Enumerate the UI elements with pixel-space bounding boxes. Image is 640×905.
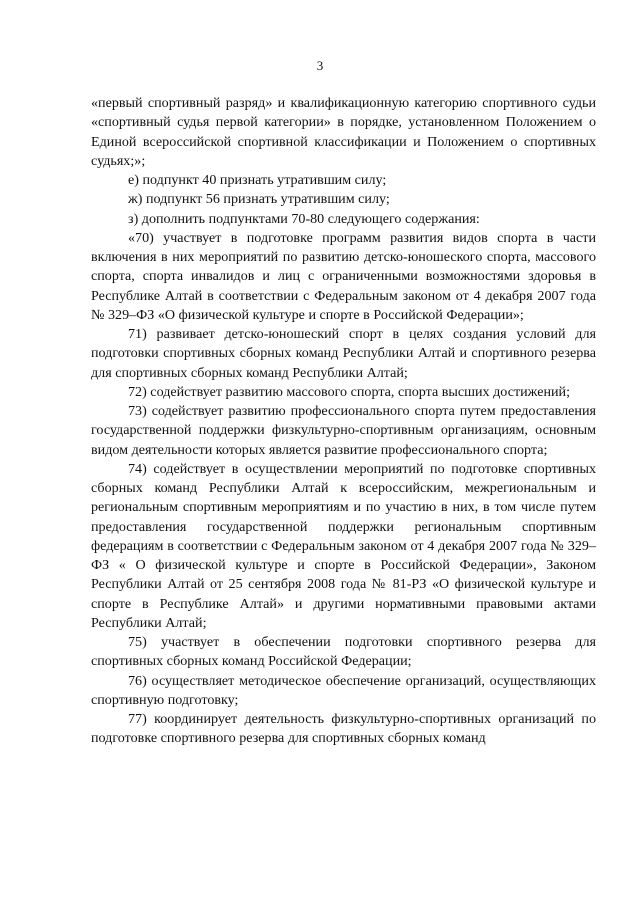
paragraph-item-75: 75) участвует в обеспечении подготовки спортивного резерва для спортивных сборных команд Российской Федерации; [91,634,596,670]
paragraph-item-70: «70) участвует в подготовке программ развития видов спорта в части включения в них мероприятий по развитию детско-юношеского спорта, массового спорта, спорта инвалидов и лиц с ограниченными возможностями здоровья в Республике Алтай в соответствии с Федеральным законом от 4 декабря 2007 года № 329–ФЗ «О физической культуре и спорте в Российской Федерации»; [91,229,596,323]
document-body [91,94,596,749]
paragraph-item-zh: ж) подпункт 56 признать утратившим силу; [128,191,390,208]
paragraph-item-72: 72) содействует развитию массового спорта, спорта высших достижений; [128,383,570,400]
paragraph-item-71: 71) развивает детско-юношеский спорт в целях создания условий для подготовки спортивных сборных команд Республики Алтай и спортивного резерва для спортивных сборных команд Республики Алтай; [91,326,596,381]
page-number: 3 [316,58,324,73]
paragraph-item-z: з) дополнить подпунктами 70-80 следующего содержания: [128,210,480,227]
paragraph-continuation: «первый спортивный разряд» и квалификационную категорию спортивного судьи «спортивный судья первой категории» в порядке, установленном Положением о Единой всероссийской спортивной классификации и Положением о спортивных судьях;»; [91,95,596,169]
paragraph-item-e: е) подпункт 40 признать утратившим силу; [128,172,387,188]
paragraph-item-73: 73) содействует развитию профессионального спорта путем предоставления государственной поддержки физкультурно-спортивным организациям, основным видом деятельности которых является развитие профессионального спорта; [91,403,596,458]
paragraph-item-76: 76) осуществляет методическое обеспечение организаций, осуществляющих спортивную подготовку; [91,672,596,708]
paragraph-item-77: 77) координирует деятельность физкультурно-спортивных организаций по подготовке спортивного резерва для спортивных сборных команд [91,711,596,747]
paragraph-item-74: 74) содействует в осуществлении мероприятий по подготовке спортивных сборных команд Республики Алтай к всероссийским, межрегиональным и региональным спортивным мероприятиям и по участию в них, в том числе путем предоставления государственной поддержки региональным спортивным федерациям в соответствии с Федеральным законом от 4 декабря 2007 года № 329–ФЗ « О физической культуре и спорте в Российской Федерации», Законом Республики Алтай от 25 сентября 2008 года № 81-РЗ «О физической культуре и спорте в Республике Алтай» и другими нормативными правовыми актами Республики Алтай; [91,460,596,631]
